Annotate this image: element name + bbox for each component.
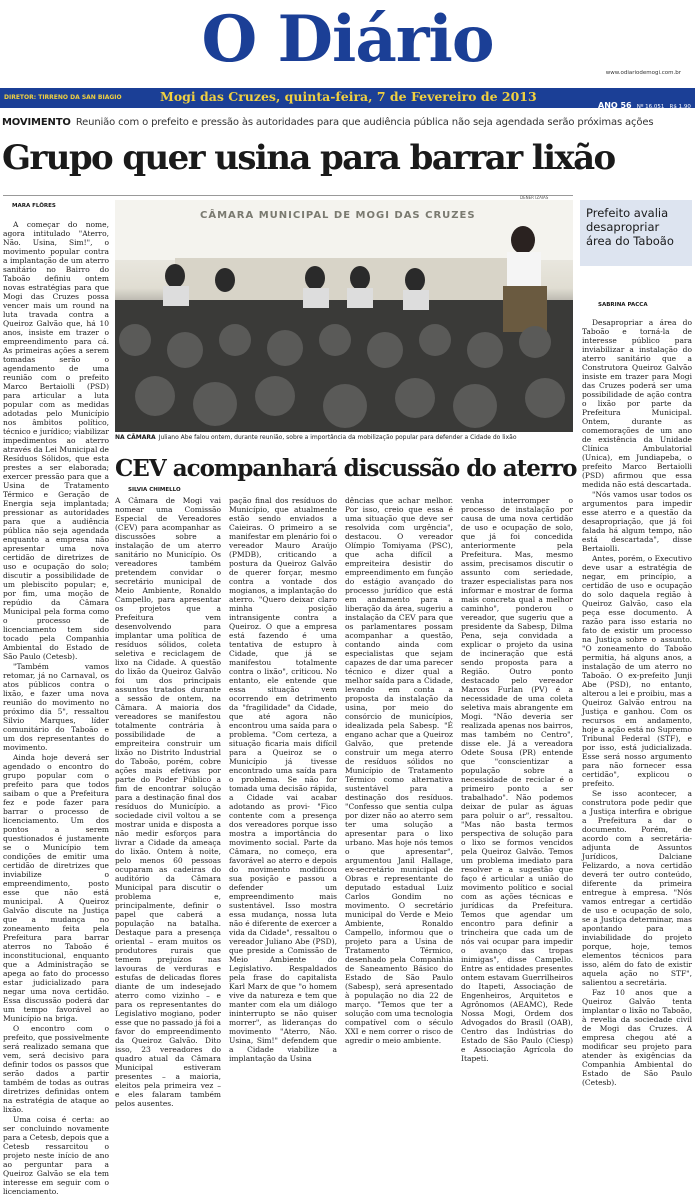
- second-story-column-3: [345, 496, 453, 1045]
- second-byline: SILVIA CHIMELLO: [128, 487, 181, 493]
- main-paragraph: "Também vamos retomar, já no Carnaval, os atos públicos contra o lixão, e fazer uma nova reunião do movimento no próximo dia 5", ressaltou Silvio Marques, líder comunitário do Taboão e um dos representantes do movimento.: [3, 662, 109, 752]
- second-story-column-1: [115, 496, 222, 1108]
- sidebar-column: [582, 318, 692, 1087]
- main-paragraph: Uma coisa é certa: ao ser concluindo novamente para a Cetesb, depois que a Cetesb ressarcitou o projeto neste início de ano ao perguntar para a Queiroz Galvão se ela tem interesse em seguir com o licenciamento.: [3, 1115, 109, 1196]
- main-headline: Grupo quer usina para barrar lixão: [2, 138, 615, 178]
- sidebar-byline: SABRINA PACCA: [598, 302, 648, 308]
- column-text: pação final dos resíduos do Município, que atualmente estão sendo enviados a Caieiras. O primeiro a se manifestar em plenário foi o vereador Mauro Araújo (PMDB), criticando a postura da Queiroz Galvão de querer forçar, mesmo contra a vontade dos mogianos, a implantação do aterro. "Quero deixar claro minha posição intransigente contra a Queiroz. O que a empresa está fazendo é uma tentativa de estupro à Cidade, que já se manifestou totalmente contra o lixão", criticou. No entanto, ele entende que essa situação vem ocorrendo em detrimento da "fragilidade" da Cidade, que até agora não encontrou uma saída para o problema. "Com certeza, a situação ficaria mais difícil para a Queiroz se o Município já tivesse encontrado uma saída para o problema. Se não for tomada uma decisão rápida, a Cidade vai acabar adotando as provi- "Fico contente com a presença dos vereadores porque isso mostra a importância do movimento social. Parte da Câmara, no começo, era favorável ao aterro e depois do movimento modificou sua posição e passou a defender um empreendimento mais sustentável. Isso mostra essa mudança, nossa luta não é diferente de exercer a vida da Cidade", ressaltou o vereador Juliano Abe (PSD), que preside a Comissão de Meio Ambiente do Legislativo. Respaldados pela frase do capitalista Karl Marx de que "o homem vive da natureza e tem que manter com ela um diálogo ininterrupto se não quiser morrer", as lideranças do movimento "Aterro, Não. Usina, Sim!" defendem que a Cidade viabilize a implantação da Usina: [229, 496, 337, 1063]
- sidebar-paragraph: Antes, porém, o Executivo deve usar a estratégia de negar, em princípio, a certidão de uso e ocupação do solo daquela região à Queiroz Galvão, caso ela peça esse documento. A razão para isso estaria no fato de existir um processo na Justiça sobre o assunto. "O zoneamento do Taboão permitia, há alguns anos, a instalação de um aterro no Taboão. O ex-prefeito Junji Abe (PSD), no entanto, alterou a lei e proibiu, mas a Queiroz Galvão entrou na Justiça e ganhou. Com os recursos em andamento, hoje a ação está no Supremo Tribunal Federal (STF), e por isso, está judicializada. Esse será nosso argumento para não fornecer essa certidão", explicou o prefeito.: [582, 554, 692, 788]
- second-story-column-4: [461, 496, 573, 1063]
- sidebar-title: Prefeito avalia desapropriar área do Taboão: [586, 206, 674, 248]
- wall-sign: CÂMARA MUNICIPAL DE MOGI DAS CRUZES: [200, 210, 476, 221]
- caption-label: NA CÂMARA: [115, 434, 156, 441]
- masthead: [0, 0, 695, 88]
- second-headline: CEV acompanhará discussão do aterro: [115, 455, 577, 482]
- main-byline: MARA FLÔRES: [12, 203, 56, 209]
- director-line: DIRETOR: TIRRENO DA SAN BIAGIO: [4, 94, 122, 101]
- kicker-label: MOVIMENTO: [2, 117, 71, 128]
- website-url[interactable]: www.odiariodemogi.com.br: [605, 70, 681, 76]
- photo-caption: [115, 434, 575, 442]
- main-paragraph: O encontro com o prefeito, que possivelmente será realizado semana que vem, será decisivo para definir todos os passos que serão dados a partir também de todas as outras diretrizes definidas ontem na estratégia de ataque ao lixão.: [3, 1024, 109, 1114]
- edition-year: ANO 56: [598, 101, 632, 110]
- sidebar-paragraph: Desapropriar a área do Taboão e torná-la de interesse público para inviabilizar a instalação do aterro sanitário que a Construtora Queiroz Galvão insiste em trazer para Mogi das Cruzes poderá ser uma possibilidade de ação contra o lixão por parte da Prefeitura Municipal. Ontem, durante as comemorações de um ano de existência da Unidade Clínica Ambulatorial (Unica), em Jundiapeba, o prefeito Marco Bertaiolli (PSD) afirmou que essa medida não está descartada.: [582, 318, 692, 489]
- masthead-bar: [0, 88, 695, 108]
- caption-text: Juliano Abe falou ontem, durante reunião, sobre a importância da mobilização popular para defender a Cidade do lixão: [158, 434, 517, 441]
- divider: [3, 195, 573, 196]
- edition-price: R$ 1,90: [669, 104, 691, 110]
- second-story-column-2: [229, 496, 337, 1063]
- sidebar-paragraph: "Nós vamos usar todos os argumentos para impedir esse aterro e a questão da desapropriação, que já foi falada há algum tempo, não está descartada", disse Bertaiolli.: [582, 490, 692, 553]
- sidebar-paragraph: Faz 10 anos que a Queiroz Galvão tenta implantar o lixão no Taboão, à revelia da sociedade civil de Mogi das Cruzes. A empresa chegou até a modificar seu projeto para atender às exigências da Companhia Ambiental do Estado de São Paulo (Cetesb).: [582, 988, 692, 1087]
- column-text: dências que achar melhor. Por isso, creio que essa é uma situação que deve ser resolvida com urgência", destacou. O vereador Olímpio Tomiyama (PSC), que acha difícil a empreiteira desistir do empreendimento em função do estágio avançado do processo jurídico que está em andamento para a liberação da área, sugeriu a instalação da CEV para que os parlamentares possam acompanhar a questão, contando ainda com especialistas que sejam capazes de dar uma parecer técnico e dizer qual a melhor saída para a Cidade, levando em conta a proposta da instalação da usina, por meio do consórcio de municípios, idealizada pela Sabesp. "É engano achar que a Queiroz Galvão, que pretende construir um mega aterro de resíduos sólidos no Município de Tratamento Térmico como alternativa sustentável para a destinação dos resíduos. "Confesso que sentia culpa por dizer não ao aterro sem ter uma solução a apresentar para o lixo urbano. Mas hoje nós temos o que apresentar", argumentou Janil Hallage, ex-secretário municipal de Obras e representante do deputado estadual Luiz Carlos Gondim no movimento. O secretário municipal do Verde e Meio Ambiente, Ronaldo Campello, informou que o projeto para a Usina de Tratamento Térmico, desenhado pela Companhia de Saneamento Básico do Estado de São Paulo (Sabesp), será apresentado à população no dia 22 de março. "Temos que ter a solução com uma tecnologia compatível com o século XXI e nem correr o risco de agredir o meio ambiente.: [345, 496, 453, 1045]
- dateline: Mogi das Cruzes, quinta-feira, 7 de Fevereiro de 2013: [160, 89, 537, 104]
- main-paragraph: Ainda hoje deverá ser agendado o encontro do grupo popular com o prefeito para que todos saibam o que a Prefeitura fez e pode fazer para barrar o processo de licenciamento. Um dos pontos a serem questionados é justamente se o Município tem condições de emitir uma certidão de diretrizes que inviabilize o empreendimento, posto esse que não está municipal. A Queiroz Galvão discute na Justiça que a mudança no zoneamento feita pela Prefeitura para barrar aterros no Taboão é inconstitucional, enquanto que a Administração se apega ao fato do processo estar judicializado para negar uma nova certidão. Essa discussão poderá dar um tempo favorável ao Município na briga.: [3, 753, 109, 1023]
- meeting-photo: [115, 200, 573, 432]
- sidebar-header: [580, 200, 692, 266]
- edition-info: [598, 93, 691, 112]
- newspaper-logo: O Diário: [201, 2, 494, 77]
- column-text: A Câmara de Mogi vai nomear uma Comissão Especial de Vereadores (CEV) para acompanhar as discussões sobre a instalação de um aterro sanitário no Município. Os vereadores também pretendem convidar o secretário municipal de Meio Ambiente, Ronaldo Campello, para apresentar os projetos que a Prefeitura vem desenvolvendo para implantar uma política de resíduos sólidos, coleta seletiva e reciclagem de lixo na Cidade. A questão do lixão da Queiroz Galvão foi um dos principais assuntos tratados durante a sessão de ontem, na Câmara. A maioria dos vereadores se manifestou totalmente contrária à possibilidade de a empreiteira construir um lixão no Distrito Industrial do Taboão, porém, cobre ações mais efetivas por parte do Poder Público a fim de encontrar solução para a destinação final dos resíduos do Município. a sociedade civil voltou a se mostrar unida e disposta a não medir esforços para livrar a Cidade da ameaça do lixão. Ontem à noite, pelo menos 60 pessoas ocuparam as cadeiras do auditório da Câmara Municipal para discutir o problema e, principalmente, definir o papel que caberá a população na batalha. Destaque para a presença oriental – eram muitos os produtores rurais que temem prejuízos nas lavouras de verduras e estufas de delicadas flores diante de um indesejado aterro como vizinho – e para os representantes do Legislativo mogiano, poder esse que no passado já foi a favor do empreendimento da Queiroz Galvão. Dito isso, 23 vereadores do quadro atual da Câmara Municipal estiveram presentes – a maioria, eleitos pela primeira vez – e eles falaram também pelos ausentes.: [115, 496, 222, 1108]
- sidebar-paragraph: Se isso acontecer, a construtora pode pedir que a Justiça interfira e obrigue a Prefeitura a dar o documento. Porém, de acordo com a secretária-adjunta de Assuntos Jurídicos, Dalciane Felizardo, a nova certidão deverá ter outro conteúdo, diferente da primeira entregue à empresa. "Nós vamos entregar a certidão de uso e ocupação de solo, se a Justiça determinar, mas apontando para a inviabilidade do projeto porque, hoje, temos elementos técnicos para isso, além do fato de existir aquela ação no STF", salientou a secretária.: [582, 789, 692, 987]
- main-story-column: [3, 220, 109, 1196]
- edition-number: Nº 16.051: [636, 104, 665, 110]
- kicker: [2, 117, 692, 128]
- meeting-photo-image: [115, 200, 573, 432]
- photo-credit: DENER IZAIAS: [520, 195, 549, 200]
- column-text: venha interromper o processo de instalação por causa de uma nova certidão de uso e ocupação de solo, que já foi concedida anteriormente pela Prefeitura. Mas, mesmo assim, precisamos discutir o assunto com seriedade, trazer especialistas para nos informar e mostrar de forma mais concreta qual a melhor caminho", ponderou o vereador, que sugeriu que a presidente da Sabesp, Dilma Pena, seja convidada a explicar o projeto da usina de incineração que está sendo proposta para a Região. Outro ponto destacado pelo vereador Marcos Furlan (PV) é a necessidade de uma coleta seletiva mais abrangente em Mogi. "Não deveria ser realizada apenas nos bairros, mas também no Centro", disse ele. Já a vereadora Odete Sousa (PR) entende que "conscientizar a população sobre a necessidade de reciclar é o primeiro ponto a ser trabalhado". Não podemos deixar de pular as águas para poluir o ar", ressaltou. "Mas não basta termos perspectiva de solução para o lixo se formos vencidos pela Queiroz Galvão. Temos um problema imediato para resolver e a sugestão que faço é articular a união do movimento político e social com as ações técnicas e jurídicas da Prefeitura. Temos que agendar um encontro para definir a trincheira que cada um de nós vai ocupar para impedir o avanço das tropas inimigas", disse Campello. Entre as entidades presentes ontem estavam Guerrilheiros do Itapeti, Associação de Engenheiros, Arquitetos e Agrônomos (AEAMC), Rede Nossa Mogi, Ordem dos Advogados do Brasil (OAB), Centro das Indústrias do Estado de São Paulo (Ciesp) e Associação Agrícola do Itapeti.: [461, 496, 573, 1063]
- kicker-text: Reunião com o prefeito e pressão às autoridades para que audiência pública não seja agendada serão próximas ações: [75, 117, 654, 128]
- main-paragraph: A começar do nome, agora intitulado "Aterro, Não. Usina, Sim!", o movimento popular contra a implantação de um aterro sanitário no Bairro do Taboão definiu ontem novas estratégias para que Mogi das Cruzes possa vencer mais um round na luta travada contra a Queiroz Galvão que, há 10 anos, insiste em trazer o empreendimento para cá. As primeiras ações a serem tomadas serão o agendamento de uma reunião com o prefeito Marco Bertaiolli (PSD) para articular a luta popular com as medidas adotadas pelo Município nos âmbitos político, técnico e jurídico; viabilizar impedimentos ao aterro através da Lei Municipal de Resíduos Sólidos, que esta prestes a ser elaborada; exercer pressão para que a Usina de Tratamento Térmico e Geração de Energia seja implantada; pressionar as autoridades para que a audiência pública não seja agendada enquanto a empresa não apresentar uma nova certidão de diretrizes de uso e ocupação do solo; discutir a possibilidade de um plebiscito popular; e, por fim, uma moção de repúdio da Câmara Municipal pela forma como o processo de licenciamento tem sido tocado pela Companhia Ambiental do Estado de São Paulo (Cetesb).: [3, 220, 109, 661]
